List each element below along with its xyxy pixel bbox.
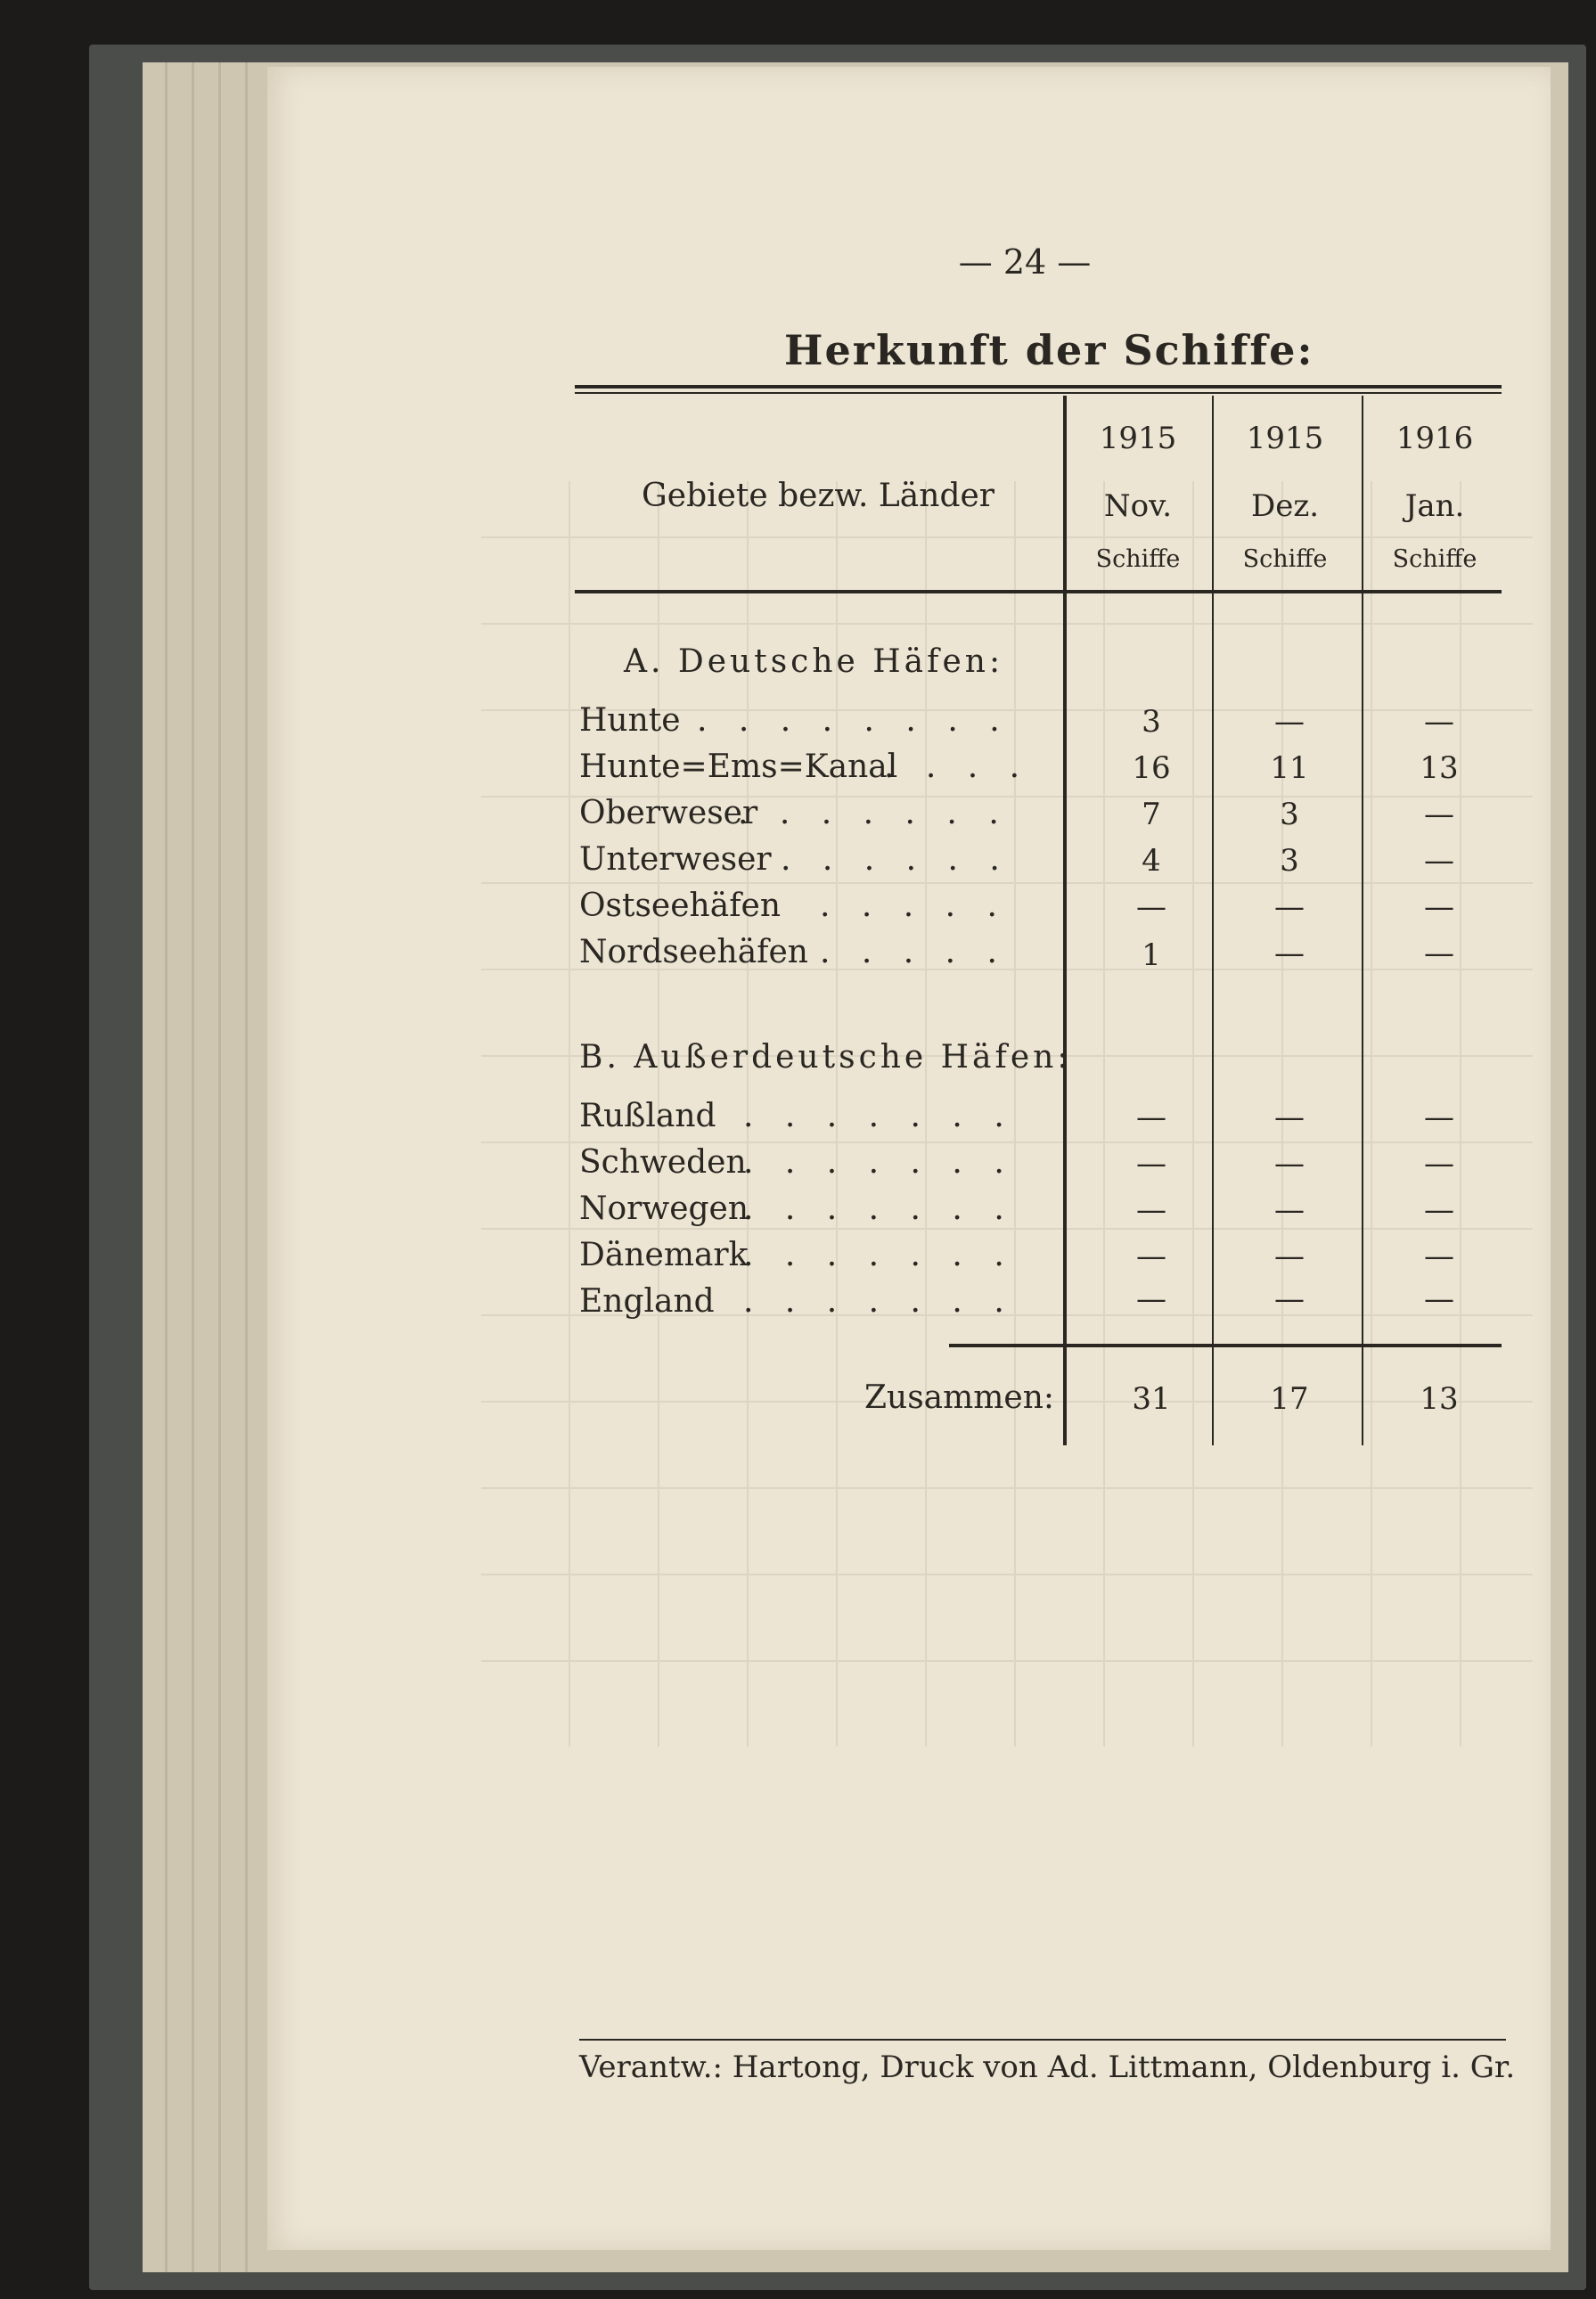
row-label: Hunte=Ems=Kanal — [579, 749, 898, 785]
total-dez: 17 — [1270, 1381, 1309, 1417]
column-month: Dez. — [1250, 488, 1320, 524]
total-nov: 31 — [1132, 1381, 1171, 1417]
column-year: 1915 — [1099, 421, 1177, 456]
total-label: Zusammen: — [864, 1379, 1055, 1416]
value-jan: — — [1424, 1192, 1454, 1228]
column-unit: Schiffe — [1095, 545, 1181, 573]
column-unit: Schiffe — [1392, 545, 1477, 573]
value-jan: — — [1424, 1239, 1454, 1274]
total-jan: 13 — [1420, 1381, 1459, 1417]
value-dez: 3 — [1280, 797, 1299, 832]
column-month: Jan. — [1404, 488, 1465, 524]
value-dez: 3 — [1280, 843, 1299, 879]
value-jan: — — [1424, 889, 1454, 925]
value-jan: — — [1424, 1146, 1454, 1182]
value-dez: — — [1274, 1281, 1305, 1317]
region-column-header: Gebiete bezw. Länder — [642, 478, 994, 514]
value-dez: — — [1274, 936, 1305, 971]
column-month: Nov. — [1103, 488, 1173, 524]
value-nov: — — [1136, 1239, 1166, 1274]
leader-dots: . . . . . — [820, 934, 1008, 970]
value-dez: — — [1274, 1239, 1305, 1274]
leader-dots: . . . . . . . — [743, 1237, 1015, 1273]
leader-dots: . . . . . . — [781, 841, 1011, 878]
leader-dots: . . . . . . . — [743, 1190, 1015, 1227]
value-dez: — — [1274, 704, 1305, 740]
value-nov: 3 — [1142, 704, 1161, 740]
value-dez: 11 — [1270, 750, 1309, 786]
row-label: Norwegen — [579, 1190, 749, 1227]
value-nov: 16 — [1132, 750, 1171, 786]
value-nov: — — [1136, 1281, 1166, 1317]
row-label: Ostseehäfen — [579, 888, 782, 924]
value-nov: — — [1136, 1192, 1166, 1228]
printer-imprint: Verantw.: Hartong, Druck von Ad. Littmann, Oldenburg i. Gr. — [579, 2049, 1516, 2085]
leader-dots: . . . . . . . — [738, 795, 1010, 831]
value-dez: — — [1274, 1192, 1305, 1228]
value-jan: — — [1424, 1100, 1454, 1135]
leader-dots: . . . . . . . — [743, 1144, 1015, 1181]
row-label: Dänemark — [579, 1237, 749, 1273]
section-heading-foreign-ports: B. Außerdeutsche Häfen: — [579, 1039, 1072, 1076]
value-jan: — — [1424, 704, 1454, 740]
row-label: Nordseehäfen — [579, 934, 808, 970]
value-nov: 7 — [1142, 797, 1161, 832]
leader-dots: . . . . . . . — [743, 1098, 1015, 1134]
value-jan: 13 — [1420, 750, 1459, 786]
value-jan: — — [1424, 797, 1454, 832]
column-year: 1915 — [1246, 421, 1324, 456]
page-number: — 24 — — [958, 242, 1092, 282]
value-nov: — — [1136, 889, 1166, 925]
value-jan: — — [1424, 936, 1454, 971]
leader-dots: . . . . — [884, 749, 1031, 785]
value-dez: — — [1274, 1100, 1305, 1135]
table-top-rule — [575, 392, 1502, 394]
value-dez: — — [1274, 1146, 1305, 1182]
table-top-rule — [575, 385, 1502, 389]
row-label: Unterweser — [579, 841, 772, 878]
column-unit: Schiffe — [1242, 545, 1328, 573]
value-nov: 4 — [1142, 843, 1161, 879]
section-heading-german-ports: A. Deutsche Häfen: — [624, 643, 1004, 680]
leader-dots: . . . . . . . — [743, 1283, 1015, 1320]
value-nov: 1 — [1142, 937, 1161, 973]
value-nov: — — [1136, 1100, 1166, 1135]
value-jan: — — [1424, 1281, 1454, 1317]
value-jan: — — [1424, 843, 1454, 879]
row-label: Schweden — [579, 1144, 747, 1181]
column-year: 1916 — [1395, 421, 1474, 456]
value-nov: — — [1136, 1146, 1166, 1182]
row-label: Oberweser — [579, 795, 758, 831]
leader-dots: . . . . . . . . — [697, 702, 1011, 739]
row-label: Hunte — [579, 702, 681, 739]
total-rule — [949, 1344, 1502, 1347]
row-label: Rußland — [579, 1098, 716, 1134]
leader-dots: . . . . . — [820, 888, 1008, 924]
row-label: England — [579, 1283, 715, 1320]
value-dez: — — [1274, 889, 1305, 925]
footer-rule — [579, 2039, 1506, 2041]
page-heading: Herkunft der Schiffe: — [784, 326, 1314, 374]
